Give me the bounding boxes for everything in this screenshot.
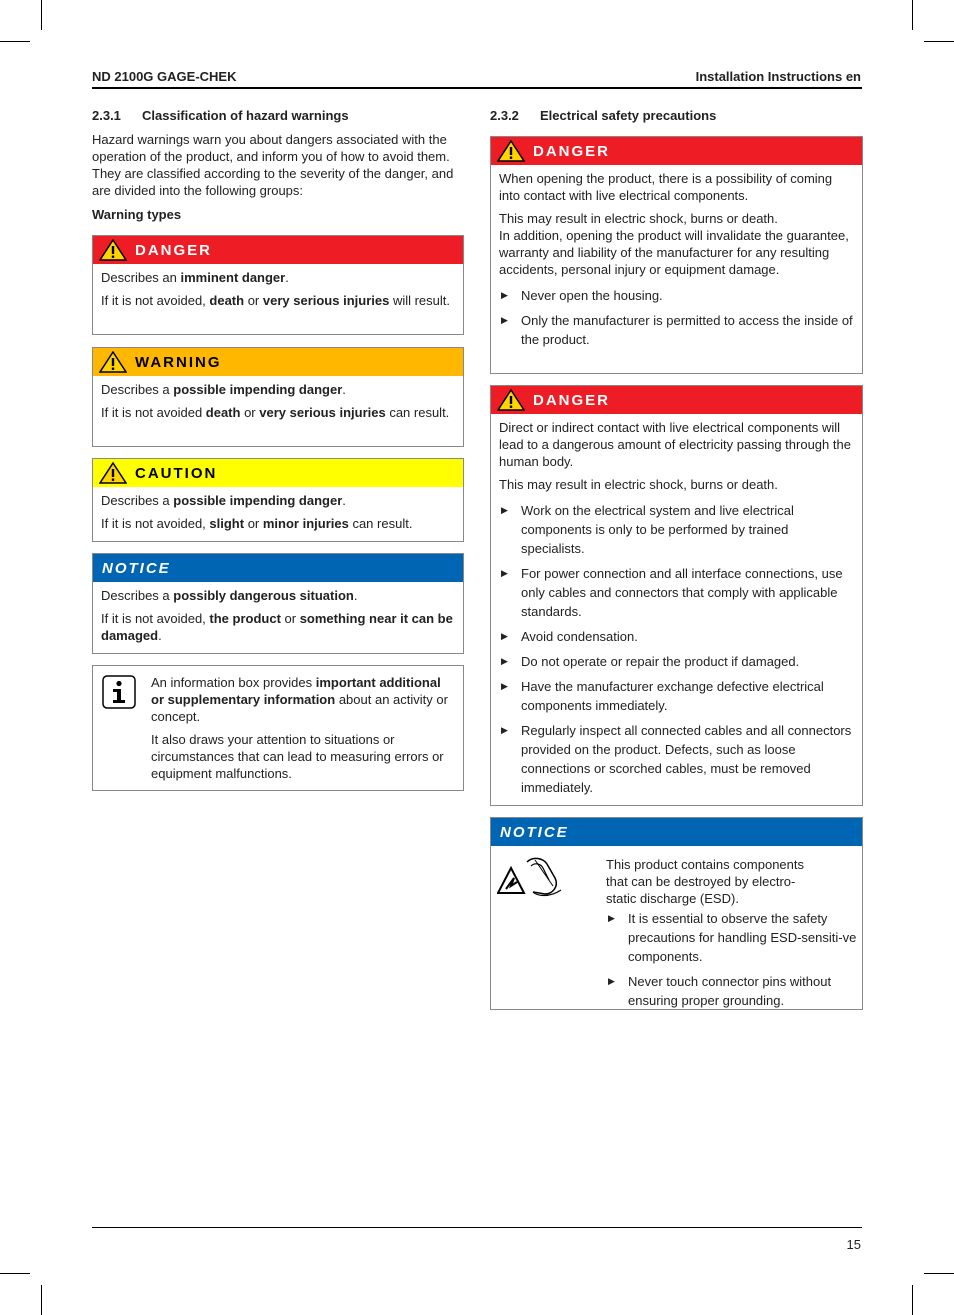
- bullet-item: ▶ Work on the electrical system and live electrical components is only to be performed by trained specialists.: [501, 503, 794, 556]
- bullet-item: ▶ Never touch connector pins without ensuring proper grounding.: [608, 974, 832, 1008]
- caution-label: CAUTION: [135, 464, 218, 482]
- warning-body: [93, 376, 463, 429]
- document-title: ND 2100G GAGE-CHEK: [92, 69, 237, 84]
- document-type: Installation Instructions en: [695, 69, 861, 84]
- notice-box: [92, 553, 464, 654]
- danger-box-live-contact: [490, 385, 863, 806]
- bullet-arrow-icon: ▶: [501, 315, 508, 325]
- crop-mark: [924, 1273, 954, 1274]
- notice-line-1: Describes a possibly dangerous situation.: [101, 588, 358, 603]
- bullet-item: ▶ Have the manufacturer exchange defective electrical components immediately.: [501, 679, 824, 713]
- info-box: [92, 665, 464, 791]
- warning-label: WARNING: [135, 353, 222, 371]
- bullet-item: ▶ For power connection and all interface connections, use only cables and connectors that comply with applicable standards.: [501, 566, 843, 619]
- notice-band: [93, 554, 463, 582]
- caution-line-2: If it is not avoided, slight or minor injuries can result.: [101, 516, 413, 531]
- notice-line-2: If it is not avoided, the product or something near it can be damaged.: [101, 611, 453, 643]
- danger-paragraph-1: When opening the product, there is a possibility of coming into contact with live electrical components.: [499, 171, 833, 203]
- page-number: 15: [846, 1237, 861, 1252]
- notice-label: NOTICE: [500, 823, 569, 841]
- caution-box: [92, 458, 464, 542]
- warning-triangle-icon: [497, 389, 525, 411]
- crop-mark: [0, 41, 30, 42]
- left-column: [92, 107, 464, 791]
- esd-paragraph: This product contains components that can be destroyed by electro-static discharge (ESD).: [606, 857, 804, 906]
- warning-line-1: Describes a possible impending danger.: [101, 382, 346, 397]
- danger-line-1: Describes an imminent danger.: [101, 270, 289, 285]
- notice-body: [93, 582, 463, 652]
- header-rule: [92, 87, 862, 89]
- caution-band: [93, 459, 463, 487]
- bullet-arrow-icon: ▶: [501, 568, 508, 578]
- section-title: Electrical safety precautions: [540, 108, 717, 123]
- section-heading: [92, 107, 464, 124]
- bullet-arrow-icon: ▶: [608, 976, 615, 986]
- warning-triangle-icon: [99, 462, 127, 484]
- danger-body: [491, 414, 862, 805]
- section-number: 2.3.1: [92, 108, 121, 123]
- crop-mark: [924, 41, 954, 42]
- crop-mark: [912, 0, 913, 30]
- section-title: Classification of hazard warnings: [142, 108, 349, 123]
- danger-paragraph-1: Direct or indirect contact with live electrical components will lead to a dangerous amount of electricity passing through the human body.: [499, 420, 851, 469]
- bullet-arrow-icon: ▶: [501, 725, 508, 735]
- intro-paragraph: Hazard warnings warn you about dangers associated with the operation of the product, and inform you of how to avoid them. They are classified according to the severity of the danger, and are divided into the following groups:: [92, 132, 454, 198]
- danger-paragraph-2b: In addition, opening the product will invalidate the guarantee, warranty and liability of the manufacturer for any resulting accidents, personal injury or equipment damage.: [499, 228, 849, 277]
- danger-box: [92, 235, 464, 335]
- danger-band: [491, 386, 862, 414]
- danger-label: DANGER: [533, 391, 611, 409]
- info-paragraph-1: An information box provides important additional or supplementary information about an activity or concept.: [151, 675, 448, 724]
- danger-paragraph-2: This may result in electric shock, burns or death.: [499, 477, 778, 492]
- crop-mark: [41, 1285, 42, 1315]
- warning-triangle-icon: [99, 351, 127, 373]
- warning-triangle-icon: [497, 140, 525, 162]
- danger-band: [491, 137, 862, 165]
- esd-text: [606, 856, 858, 1010]
- warning-triangle-icon: [99, 239, 127, 261]
- caution-line-1: Describes a possible impending danger.: [101, 493, 346, 508]
- bullet-item: ▶ Only the manufacturer is permitted to access the inside of the product.: [501, 313, 853, 347]
- bullet-item: ▶ It is essential to observe the safety precautions for handling ESD-sensiti-ve components.: [608, 911, 857, 964]
- crop-mark: [41, 0, 42, 30]
- bullet-item: ▶ Do not operate or repair the product if damaged.: [501, 654, 800, 669]
- danger-body: [93, 264, 463, 317]
- warning-band: [93, 348, 463, 376]
- bullet-item: ▶ Regularly inspect all connected cables and all connectors provided on the product. Defects, such as loose connections or scorched cables, must be removed immediately.: [501, 723, 852, 795]
- info-icon: [102, 675, 136, 709]
- danger-body: [491, 165, 862, 357]
- bullet-arrow-icon: ▶: [501, 631, 508, 641]
- caution-body: [93, 487, 463, 540]
- crop-mark: [0, 1273, 30, 1274]
- bullet-arrow-icon: ▶: [501, 505, 508, 515]
- right-column: [490, 107, 863, 1010]
- footer-rule: [92, 1227, 862, 1228]
- bullet-arrow-icon: ▶: [501, 656, 508, 666]
- bullet-arrow-icon: ▶: [501, 681, 508, 691]
- warning-line-2: If it is not avoided death or very serious injuries can result.: [101, 405, 450, 420]
- notice-band: [491, 818, 862, 846]
- danger-label: DANGER: [533, 142, 611, 160]
- warning-types-heading: Warning types: [92, 207, 182, 222]
- danger-band: [93, 236, 463, 264]
- info-text: [151, 674, 457, 782]
- bullet-arrow-icon: ▶: [608, 913, 615, 923]
- notice-box-esd: [490, 817, 863, 1010]
- esd-icon: [497, 854, 567, 904]
- danger-box-opening: [490, 136, 863, 374]
- section-number: 2.3.2: [490, 108, 519, 123]
- danger-line-2: If it is not avoided, death or very serious injuries will result.: [101, 293, 451, 308]
- bullet-arrow-icon: ▶: [501, 290, 508, 300]
- section-heading: [490, 107, 863, 124]
- bullet-item: ▶ Never open the housing.: [501, 288, 663, 303]
- info-paragraph-2: It also draws your attention to situations or circumstances that can lead to measuring errors or equipment malfunctions.: [151, 732, 444, 781]
- bullet-item: ▶ Avoid condensation.: [501, 629, 638, 644]
- crop-mark: [912, 1285, 913, 1315]
- danger-paragraph-2a: This may result in electric shock, burns or death.: [499, 211, 778, 226]
- warning-box: [92, 347, 464, 447]
- danger-label: DANGER: [135, 241, 213, 259]
- notice-label: NOTICE: [102, 559, 171, 577]
